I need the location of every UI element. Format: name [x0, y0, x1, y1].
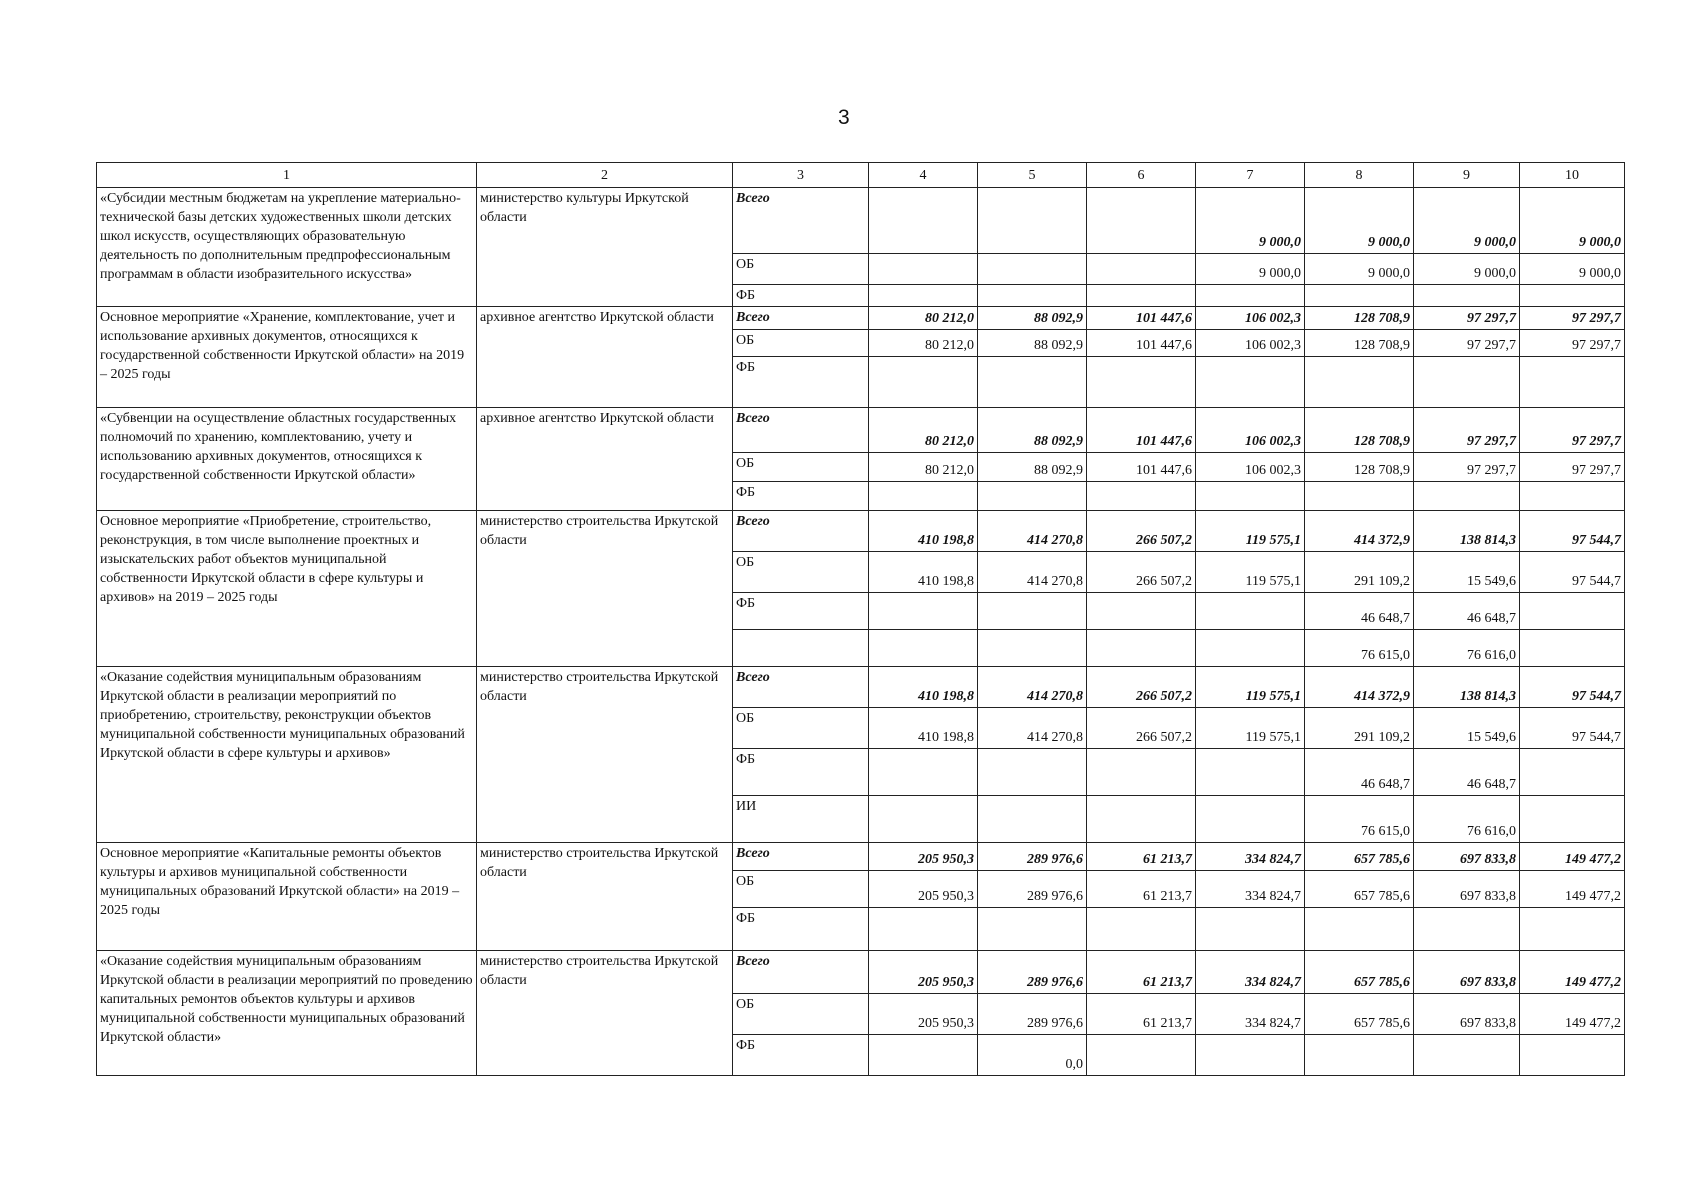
amount-cell	[1196, 357, 1305, 408]
column-number: 6	[1087, 163, 1196, 188]
amount-cell: 61 213,7	[1087, 843, 1196, 871]
amount-cell: 289 976,6	[978, 871, 1087, 908]
page-number: 3	[838, 106, 850, 129]
column-number: 2	[477, 163, 733, 188]
amount-cell	[869, 285, 978, 307]
amount-cell: 657 785,6	[1305, 951, 1414, 994]
funding-source: Всего	[733, 188, 869, 254]
amount-cell: 9 000,0	[1414, 254, 1520, 285]
amount-cell: 76 616,0	[1414, 796, 1520, 843]
amount-cell	[1087, 482, 1196, 511]
amount-cell	[1305, 357, 1414, 408]
amount-cell: 414 270,8	[978, 511, 1087, 552]
amount-cell: 80 212,0	[869, 408, 978, 453]
activity-name: «Субвенции на осуществление областных государственных полномочий по хранению, комплектованию, учету и использованию архивных документов, относящихся к государственной собственности Иркутской области»	[97, 408, 477, 511]
responsible-executor: министерство строительства Иркутской области	[477, 951, 733, 1076]
amount-cell	[1087, 908, 1196, 951]
funding-source: ОБ	[733, 994, 869, 1035]
amount-cell: 657 785,6	[1305, 843, 1414, 871]
activity-name: Основное мероприятие «Капитальные ремонты объектов культуры и архивов муниципальной собственности муниципальных образований Иркутской области» на 2019 – 2025 годы	[97, 843, 477, 951]
amount-cell	[1087, 285, 1196, 307]
amount-cell: 266 507,2	[1087, 667, 1196, 708]
table-row	[97, 188, 1625, 254]
amount-cell: 88 092,9	[978, 453, 1087, 482]
amount-cell	[869, 357, 978, 408]
amount-cell: 106 002,3	[1196, 408, 1305, 453]
amount-cell: 97 297,7	[1414, 330, 1520, 357]
amount-cell	[1305, 482, 1414, 511]
funding-source: Всего	[733, 951, 869, 994]
amount-cell: 97 297,7	[1520, 408, 1625, 453]
amount-cell	[978, 482, 1087, 511]
amount-cell: 291 109,2	[1305, 552, 1414, 593]
amount-cell: 128 708,9	[1305, 408, 1414, 453]
amount-cell: 697 833,8	[1414, 871, 1520, 908]
amount-cell: 97 297,7	[1520, 453, 1625, 482]
amount-cell: 76 615,0	[1305, 796, 1414, 843]
amount-cell	[1305, 1035, 1414, 1076]
funding-source: ОБ	[733, 552, 869, 593]
amount-cell	[1196, 482, 1305, 511]
amount-cell: 410 198,8	[869, 552, 978, 593]
amount-cell	[1520, 630, 1625, 667]
amount-cell: 80 212,0	[869, 330, 978, 357]
amount-cell	[869, 908, 978, 951]
funding-source	[733, 630, 869, 667]
budget-table	[96, 162, 1625, 1076]
amount-cell: 101 447,6	[1087, 453, 1196, 482]
funding-source: Всего	[733, 843, 869, 871]
amount-cell: 80 212,0	[869, 453, 978, 482]
amount-cell: 97 297,7	[1414, 408, 1520, 453]
amount-cell: 414 270,8	[978, 708, 1087, 749]
amount-cell: 97 297,7	[1414, 307, 1520, 330]
funding-source: Всего	[733, 307, 869, 330]
amount-cell: 76 615,0	[1305, 630, 1414, 667]
funding-source: ФБ	[733, 908, 869, 951]
amount-cell: 119 575,1	[1196, 552, 1305, 593]
funding-source: ОБ	[733, 330, 869, 357]
amount-cell	[869, 796, 978, 843]
amount-cell	[1414, 1035, 1520, 1076]
amount-cell: 46 648,7	[1414, 593, 1520, 630]
funding-source: ФБ	[733, 593, 869, 630]
column-number: 1	[97, 163, 477, 188]
amount-cell: 149 477,2	[1520, 871, 1625, 908]
funding-source: ФБ	[733, 1035, 869, 1076]
amount-cell: 334 824,7	[1196, 994, 1305, 1035]
amount-cell	[1414, 285, 1520, 307]
amount-cell	[1520, 482, 1625, 511]
amount-cell	[1087, 749, 1196, 796]
amount-cell: 289 976,6	[978, 843, 1087, 871]
amount-cell: 9 000,0	[1520, 188, 1625, 254]
amount-cell: 97 297,7	[1520, 307, 1625, 330]
amount-cell: 88 092,9	[978, 330, 1087, 357]
responsible-executor: архивное агентство Иркутской области	[477, 408, 733, 511]
amount-cell	[869, 254, 978, 285]
activity-name: «Субсидии местным бюджетам на укрепление материально-технической базы детских художественных школи детских школ искусств, осуществляющих образовательную деятельность по дополнительным предпрофессиональным программам в области изобразительного искусства»	[97, 188, 477, 307]
amount-cell: 149 477,2	[1520, 843, 1625, 871]
table-row	[97, 843, 1625, 871]
amount-cell: 266 507,2	[1087, 511, 1196, 552]
amount-cell	[1087, 357, 1196, 408]
amount-cell: 88 092,9	[978, 408, 1087, 453]
amount-cell: 128 708,9	[1305, 453, 1414, 482]
amount-cell	[1305, 285, 1414, 307]
amount-cell	[1414, 908, 1520, 951]
amount-cell	[978, 285, 1087, 307]
funding-source: ФБ	[733, 482, 869, 511]
amount-cell: 697 833,8	[1414, 994, 1520, 1035]
amount-cell: 334 824,7	[1196, 871, 1305, 908]
amount-cell: 46 648,7	[1414, 749, 1520, 796]
amount-cell	[1305, 908, 1414, 951]
amount-cell: 119 575,1	[1196, 667, 1305, 708]
amount-cell	[1520, 796, 1625, 843]
activity-name: «Оказание содействия муниципальным образованиям Иркутской области в реализации мероприятий по проведению капитальных ремонтов объектов культуры и архивов муниципальной собственности муниципальных образований Иркутской области»	[97, 951, 477, 1076]
amount-cell: 289 976,6	[978, 994, 1087, 1035]
amount-cell	[978, 796, 1087, 843]
amount-cell	[978, 630, 1087, 667]
amount-cell	[1087, 593, 1196, 630]
funding-source: ФБ	[733, 749, 869, 796]
funding-source: ОБ	[733, 708, 869, 749]
amount-cell: 97 544,7	[1520, 552, 1625, 593]
funding-source: ИИ	[733, 796, 869, 843]
table-row	[97, 667, 1625, 708]
responsible-executor: министерство культуры Иркутской области	[477, 188, 733, 307]
amount-cell	[1196, 749, 1305, 796]
amount-cell: 414 372,9	[1305, 667, 1414, 708]
amount-cell: 101 447,6	[1087, 408, 1196, 453]
amount-cell: 101 447,6	[1087, 307, 1196, 330]
responsible-executor: министерство строительства Иркутской области	[477, 511, 733, 667]
amount-cell: 138 814,3	[1414, 511, 1520, 552]
amount-cell: 414 270,8	[978, 667, 1087, 708]
amount-cell: 88 092,9	[978, 307, 1087, 330]
amount-cell: 119 575,1	[1196, 708, 1305, 749]
amount-cell	[978, 254, 1087, 285]
amount-cell: 61 213,7	[1087, 994, 1196, 1035]
amount-cell	[869, 749, 978, 796]
funding-source: ОБ	[733, 871, 869, 908]
column-numbers-row	[97, 163, 1625, 188]
responsible-executor: министерство строительства Иркутской области	[477, 667, 733, 843]
amount-cell	[1196, 796, 1305, 843]
amount-cell	[869, 188, 978, 254]
funding-source: ФБ	[733, 357, 869, 408]
amount-cell: 138 814,3	[1414, 667, 1520, 708]
funding-source: ОБ	[733, 254, 869, 285]
amount-cell: 205 950,3	[869, 871, 978, 908]
amount-cell	[1087, 188, 1196, 254]
amount-cell: 106 002,3	[1196, 330, 1305, 357]
amount-cell	[869, 1035, 978, 1076]
amount-cell	[1087, 796, 1196, 843]
table-body	[97, 163, 1625, 1076]
amount-cell: 128 708,9	[1305, 330, 1414, 357]
amount-cell: 97 297,7	[1520, 330, 1625, 357]
activity-name: Основное мероприятие «Приобретение, строительство, реконструкция, в том числе выполнение проектных и изыскательских работ объектов муниципальной собственности Иркутской области в сфере культуры и архивов» на 2019 – 2025 годы	[97, 511, 477, 667]
amount-cell: 205 950,3	[869, 843, 978, 871]
amount-cell: 334 824,7	[1196, 951, 1305, 994]
amount-cell	[978, 188, 1087, 254]
amount-cell: 266 507,2	[1087, 708, 1196, 749]
amount-cell: 101 447,6	[1087, 330, 1196, 357]
responsible-executor: министерство строительства Иркутской области	[477, 843, 733, 951]
amount-cell: 76 616,0	[1414, 630, 1520, 667]
amount-cell	[978, 749, 1087, 796]
funding-source: ФБ	[733, 285, 869, 307]
funding-source: ОБ	[733, 453, 869, 482]
amount-cell: 9 000,0	[1305, 254, 1414, 285]
amount-cell: 410 198,8	[869, 708, 978, 749]
column-number: 9	[1414, 163, 1520, 188]
amount-cell	[1196, 908, 1305, 951]
amount-cell	[1196, 593, 1305, 630]
amount-cell: 119 575,1	[1196, 511, 1305, 552]
amount-cell	[1520, 749, 1625, 796]
amount-cell	[1520, 908, 1625, 951]
funding-source: Всего	[733, 408, 869, 453]
amount-cell: 205 950,3	[869, 994, 978, 1035]
amount-cell: 266 507,2	[1087, 552, 1196, 593]
table-row	[97, 951, 1625, 994]
amount-cell: 46 648,7	[1305, 593, 1414, 630]
amount-cell: 97 544,7	[1520, 511, 1625, 552]
column-number: 4	[869, 163, 978, 188]
activity-name: «Оказание содействия муниципальным образованиям Иркутской области в реализации мероприятий по приобретению, строительству, реконструкции объектов муниципальной собственности муниципальных образований Иркутской области в сфере культуры и архивов»	[97, 667, 477, 843]
amount-cell	[1414, 482, 1520, 511]
amount-cell	[1196, 630, 1305, 667]
amount-cell: 9 000,0	[1305, 188, 1414, 254]
amount-cell	[978, 357, 1087, 408]
amount-cell: 289 976,6	[978, 951, 1087, 994]
amount-cell: 149 477,2	[1520, 951, 1625, 994]
amount-cell: 106 002,3	[1196, 453, 1305, 482]
amount-cell: 97 297,7	[1414, 453, 1520, 482]
activity-name: Основное мероприятие «Хранение, комплектование, учет и использование архивных документов, относящихся к государственной собственности Иркутской области» на 2019 – 2025 годы	[97, 307, 477, 408]
amount-cell: 97 544,7	[1520, 667, 1625, 708]
amount-cell	[1196, 1035, 1305, 1076]
amount-cell: 9 000,0	[1196, 188, 1305, 254]
amount-cell: 9 000,0	[1520, 254, 1625, 285]
amount-cell: 0,0	[978, 1035, 1087, 1076]
amount-cell	[1520, 357, 1625, 408]
amount-cell: 414 372,9	[1305, 511, 1414, 552]
amount-cell	[978, 593, 1087, 630]
table-row	[97, 408, 1625, 453]
table-row	[97, 511, 1625, 552]
column-number: 5	[978, 163, 1087, 188]
funding-source: Всего	[733, 511, 869, 552]
amount-cell	[1414, 357, 1520, 408]
amount-cell: 657 785,6	[1305, 994, 1414, 1035]
amount-cell: 410 198,8	[869, 667, 978, 708]
amount-cell	[869, 482, 978, 511]
amount-cell: 15 549,6	[1414, 708, 1520, 749]
amount-cell: 334 824,7	[1196, 843, 1305, 871]
amount-cell: 9 000,0	[1196, 254, 1305, 285]
responsible-executor: архивное агентство Иркутской области	[477, 307, 733, 408]
amount-cell	[1520, 285, 1625, 307]
table-row	[97, 307, 1625, 330]
amount-cell: 414 270,8	[978, 552, 1087, 593]
funding-source: Всего	[733, 667, 869, 708]
amount-cell: 697 833,8	[1414, 951, 1520, 994]
amount-cell	[1087, 630, 1196, 667]
amount-cell	[1520, 1035, 1625, 1076]
amount-cell: 697 833,8	[1414, 843, 1520, 871]
amount-cell	[1196, 285, 1305, 307]
column-number: 7	[1196, 163, 1305, 188]
amount-cell: 205 950,3	[869, 951, 978, 994]
amount-cell: 61 213,7	[1087, 951, 1196, 994]
amount-cell	[1087, 254, 1196, 285]
amount-cell: 291 109,2	[1305, 708, 1414, 749]
amount-cell	[1520, 593, 1625, 630]
amount-cell	[869, 593, 978, 630]
amount-cell: 97 544,7	[1520, 708, 1625, 749]
amount-cell	[978, 908, 1087, 951]
amount-cell: 61 213,7	[1087, 871, 1196, 908]
amount-cell: 15 549,6	[1414, 552, 1520, 593]
amount-cell: 46 648,7	[1305, 749, 1414, 796]
column-number: 3	[733, 163, 869, 188]
amount-cell: 128 708,9	[1305, 307, 1414, 330]
column-number: 8	[1305, 163, 1414, 188]
amount-cell	[869, 630, 978, 667]
column-number: 10	[1520, 163, 1625, 188]
amount-cell: 657 785,6	[1305, 871, 1414, 908]
amount-cell: 410 198,8	[869, 511, 978, 552]
amount-cell: 9 000,0	[1414, 188, 1520, 254]
amount-cell: 149 477,2	[1520, 994, 1625, 1035]
amount-cell: 106 002,3	[1196, 307, 1305, 330]
amount-cell: 80 212,0	[869, 307, 978, 330]
amount-cell	[1087, 1035, 1196, 1076]
